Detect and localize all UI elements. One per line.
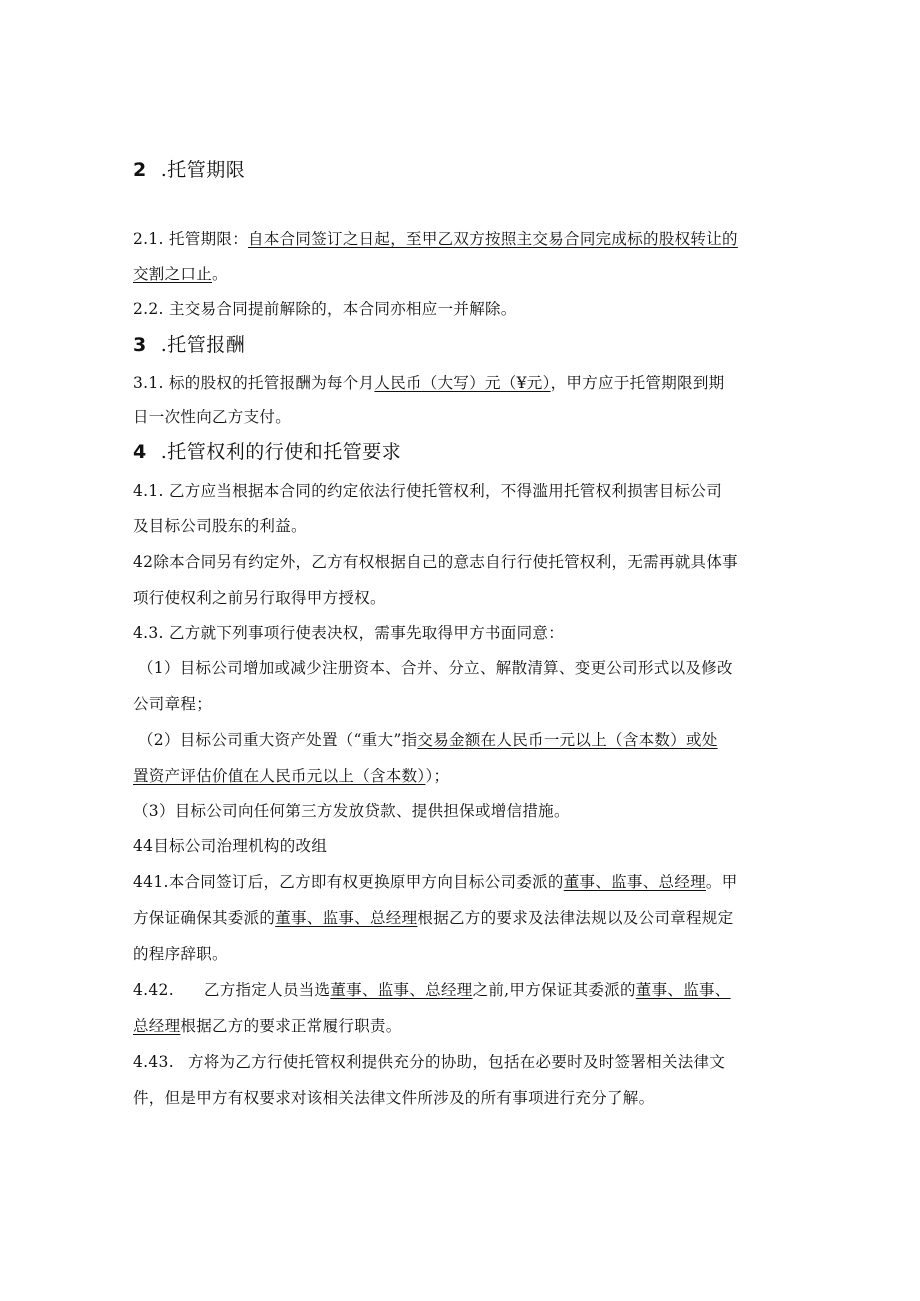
item-2-line-2: 置资产评估价值在人民币元以上（含本数））；: [133, 767, 450, 785]
clause-4-4-2-line-1: 4.42. 乙方指定人员当选董事、监事、总经理之前,甲方保证其委派的董事、监事、: [133, 981, 731, 999]
section-4-title: .托管权利的行使和托管要求: [160, 441, 402, 463]
fee-amount-underlined: 人民币（大写）元（¥元）: [374, 374, 551, 392]
section-3-number: 3: [133, 334, 147, 356]
clause-3-1-line-1: 3.1. 标的股权的托管报酬为每个月人民币（大写）元（¥元），甲方应于托管期限到期: [133, 374, 725, 392]
item-1-line-2: 公司章程；: [133, 695, 213, 713]
clause-4-2-line-1: 42除本合同另有约定外，乙方有权根据自己的意志自行行使托管权利，无需再就具体事: [133, 553, 738, 571]
term-period-underlined: 自本合同签订之日起，至甲乙双方按照主交易合同完成标的股权转让的: [248, 230, 738, 248]
section-2-number: 2: [133, 159, 147, 181]
clause-2-1-line-2: 交割之口止。: [133, 265, 228, 283]
item-3: （3）目标公司向任何第三方发放贷款、提供担保或增信措施。: [133, 802, 570, 820]
section-4-heading: [133, 440, 401, 464]
clause-4-4-1-line-3: 的程序辞职。: [133, 945, 228, 963]
clause-2-2: 2.2. 主交易合同提前解除的，本合同亦相应一并解除。: [133, 300, 517, 318]
clause-3-1-line-2: 日一次性向乙方支付。: [133, 408, 292, 426]
clause-4-4-3-line-1: 4.43. 方将为乙方行使托管权利提供充分的协助，包括在必要时及时签署相关法律文: [133, 1053, 726, 1071]
clause-4-3: 4.3. 乙方就下列事项行使表决权，需事先取得甲方书面同意：: [133, 624, 565, 642]
section-2-title: .托管期限: [160, 159, 246, 181]
clause-4-1-line-1: 4.1. 乙方应当根据本合同的约定依法行使托管权利，不得滥用托管权利损害目标公司: [133, 482, 723, 500]
clause-4-2-line-2: 项行使权利之前另行取得甲方授权。: [133, 589, 386, 607]
clause-4-1-line-2: 及目标公司股东的利益。: [133, 517, 307, 535]
section-3-heading: [133, 333, 245, 357]
clause-4-4-1-line-1: 441.本合同签订后，乙方即有权更换原甲方向目标公司委派的董事、监事、总经理。甲: [133, 873, 738, 891]
clause-4-4-3-line-2: 件，但是甲方有权要求对该相关法律文件所涉及的所有事项进行充分了解。: [133, 1089, 655, 1107]
section-4-number: 4: [133, 441, 147, 463]
clause-4-4-1-line-2: 方保证确保其委派的董事、监事、总经理根据乙方的要求及法律法规以及公司章程规定: [133, 909, 734, 927]
section-2-heading: [133, 158, 245, 182]
clause-4-4: 44目标公司治理机构的改组: [133, 837, 328, 855]
clause-2-1-line-1: 2.1. 托管期限：自本合同签订之日起，至甲乙双方按照主交易合同完成标的股权转让的: [133, 230, 738, 248]
major-threshold-underlined: 交易金额在人民币一元以上（含本数）或处: [417, 731, 718, 749]
item-1-line-1: （1）目标公司增加或减少注册资本、合并、分立、解散清算、变更公司形式以及修改: [138, 659, 733, 677]
item-2-line-1: （2）目标公司重大资产处置（“重大”指交易金额在人民币一元以上（含本数）或处: [138, 731, 718, 749]
clause-4-4-2-line-2: 总经理根据乙方的要求正常履行职责。: [133, 1017, 402, 1035]
section-3-title: .托管报酬: [160, 334, 246, 356]
